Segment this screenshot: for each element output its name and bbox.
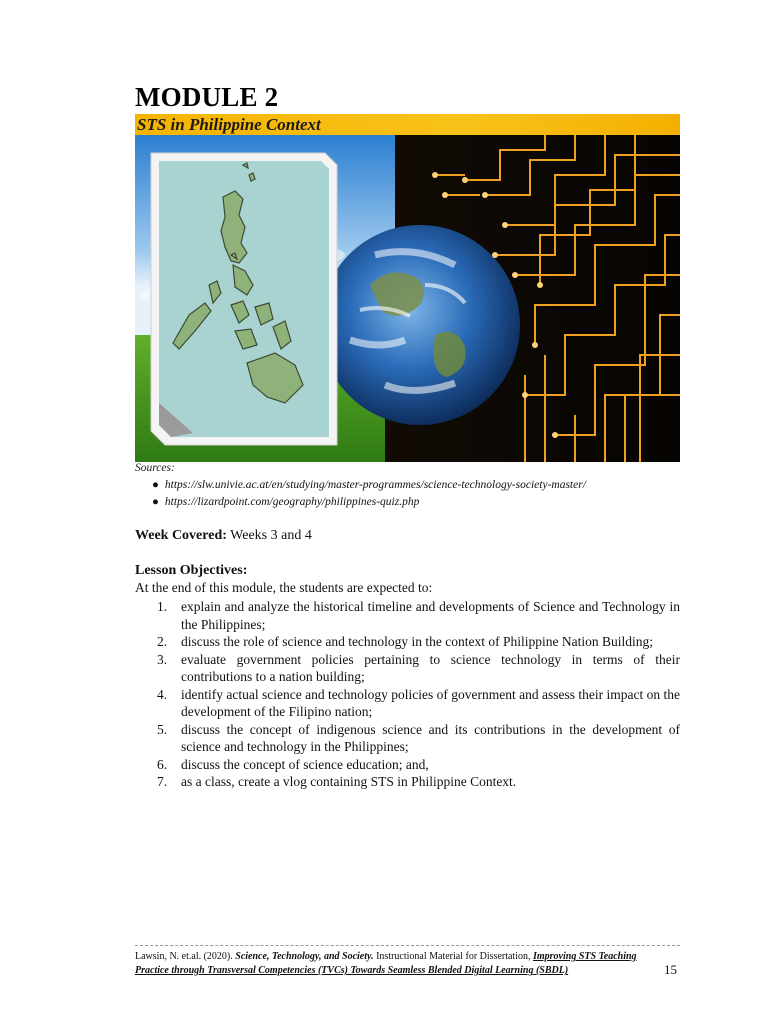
hero-image [135, 135, 680, 462]
hero-illustration [135, 135, 680, 462]
citation-thesis-title: Improving STS Teaching Practice through Transversal Competencies (TVCs) Towards Seamless Blended Digital Learning (SBDL) [135, 951, 637, 976]
earth-globe [320, 225, 520, 425]
objectives-intro: At the end of this module, the students are expected to: [135, 580, 433, 595]
source-link[interactable]: https://slw.univie.ac.at/en/studying/master-programmes/science-technology-society-master/ [164, 479, 586, 491]
objective-number: 1. [157, 599, 168, 614]
bullet-dot-icon: ● [152, 496, 159, 508]
objective-item [135, 633, 680, 651]
citation-material: Instructional Material for Dissertation, [376, 951, 531, 962]
objective-item [135, 756, 680, 774]
objective-text: discuss the concept of science education; and, [181, 756, 429, 772]
objective-number: 3. [157, 651, 168, 667]
week-covered-value: Weeks 3 and 4 [230, 528, 312, 543]
sources-label: Sources: [135, 462, 175, 474]
sources-list [152, 477, 586, 511]
page-title: MODULE 2 [135, 82, 279, 112]
module-subtitle-banner [135, 114, 680, 135]
objective-text: explain and analyze the historical timeline and developments of Science and Technology in the Philippines; [181, 599, 680, 632]
objective-item [135, 686, 680, 721]
footer-citation [135, 950, 655, 978]
philippines-map-card [151, 153, 337, 445]
source-item [152, 494, 586, 511]
objectives-list [135, 598, 680, 791]
objective-item [135, 651, 680, 686]
objective-number: 7. [157, 774, 168, 789]
module-subtitle: STS in Philippine Context [137, 115, 321, 134]
citation-book: Science, Technology, and Society. [235, 951, 374, 962]
source-item [152, 477, 586, 494]
citation-authors: Lawsin, N. et.al. (2020). [135, 951, 233, 962]
source-link[interactable]: https://lizardpoint.com/geography/philippines-quiz.php [164, 496, 420, 508]
objectives-heading: Lesson Objectives: [135, 563, 248, 578]
footer-divider [135, 945, 680, 946]
page-number: 15 [664, 962, 677, 977]
week-covered [135, 528, 312, 544]
objective-item [135, 598, 680, 633]
objective-text: identify actual science and technology policies of government and assess their impact on the development of the Filipino nation; [181, 686, 680, 719]
objective-text: discuss the concept of indigenous science and its contributions in the development of science and technology in the Philippines; [181, 721, 680, 754]
objective-number: 2. [157, 634, 168, 649]
objective-item [135, 773, 680, 791]
objective-text: as a class, create a vlog containing STS in Philippine Context. [181, 774, 517, 789]
objective-item [135, 721, 680, 756]
bullet-dot-icon: ● [152, 479, 159, 491]
objective-text: evaluate government policies pertaining to science technology in terms of their contributions to a nation building; [181, 651, 680, 684]
objective-text: discuss the role of science and technology in the context of Philippine Nation Building; [181, 634, 654, 649]
objective-number: 6. [157, 756, 168, 772]
objective-number: 4. [157, 686, 168, 702]
objective-number: 5. [157, 721, 168, 737]
week-covered-label: Week Covered: [135, 528, 227, 543]
